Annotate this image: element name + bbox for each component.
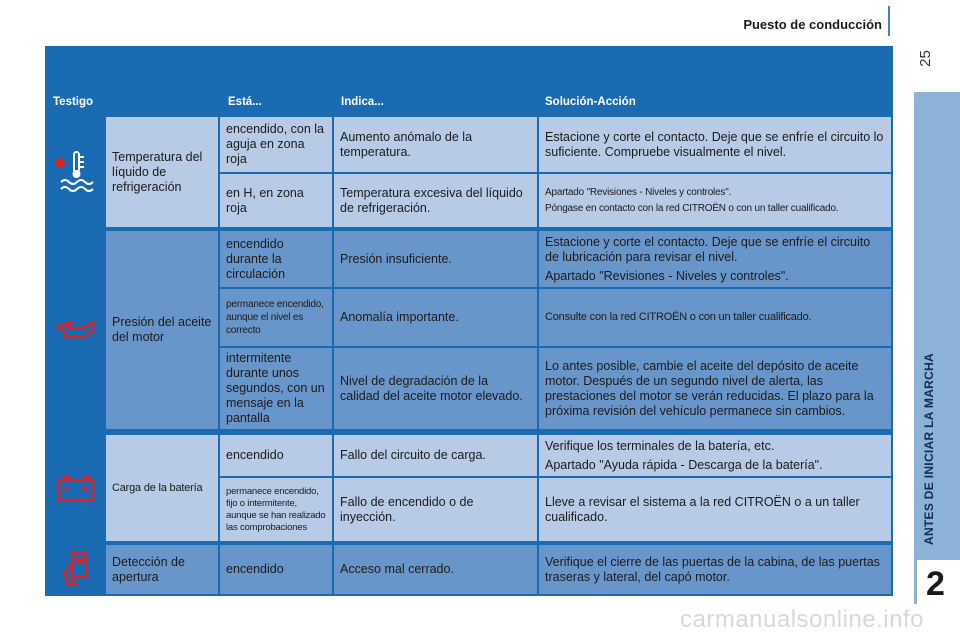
solucion-cell: [539, 435, 891, 476]
oil-pressure-icon: [47, 231, 104, 429]
indica-cell: Fallo del circuito de carga.: [334, 435, 537, 476]
chapter-number: 2: [926, 565, 945, 603]
solucion-line: Verifique los terminales de la batería, etc.: [545, 438, 775, 453]
solucion-line: Póngase en contacto con la red CITROËN o con un taller cualificado.: [545, 203, 839, 214]
watermark: carmanualsonline.info: [680, 606, 924, 633]
column-header-indica: Indica...: [341, 96, 384, 108]
page-header-title: Puesto de conducción: [743, 17, 882, 32]
column-header-esta: Está...: [228, 96, 262, 108]
page-number: 25: [916, 50, 934, 67]
door-open-icon: [47, 545, 104, 594]
column-header-testigo: Testigo: [53, 96, 94, 108]
indica-cell: Aumento anómalo de la temperatura.: [334, 117, 537, 172]
esta-cell: encendido: [220, 545, 332, 594]
indica-cell: Presión insuficiente.: [334, 231, 537, 287]
testigo-name-temperatura: Temperatura del líquido de refrigeración: [106, 117, 218, 227]
esta-cell: intermitente durante unos segundos, con un mensaje en la pantalla: [220, 348, 332, 429]
chapter-side-tab: [914, 92, 960, 604]
esta-cell: encendido: [220, 435, 332, 476]
solucion-line: Estacione y corte el contacto. Deje que se enfríe el circuito de lubricación para revisar el nivel.: [545, 234, 871, 264]
solucion-cell: Lleve a revisar el sistema a la red CITROËN o a un taller cualificado.: [539, 478, 891, 541]
solucion-cell: Lo antes posible, cambie el aceite del depósito de aceite motor. Después de un segundo nivel de alerta, las prestaciones del motor se verán reducidas. El plazo para la próxima revisión del vehículo permanece sin cambios.: [539, 348, 891, 429]
indica-cell: Nivel de degradación de la calidad del aceite motor elevado.: [334, 348, 537, 429]
testigo-name-presion-aceite: Presión del aceite del motor: [106, 231, 218, 429]
solucion-line: Apartado "Revisiones - Niveles y controles".: [545, 187, 732, 198]
indica-cell: Acceso mal cerrado.: [334, 545, 537, 594]
indica-cell: Temperatura excesiva del líquido de refrigeración.: [334, 174, 537, 227]
solucion-cell: [539, 174, 891, 227]
esta-cell: permanece encendido, aunque el nivel es correcto: [220, 289, 332, 346]
solucion-line: Apartado "Ayuda rápida - Descarga de la batería".: [545, 457, 823, 472]
indica-cell: Anomalía importante.: [334, 289, 537, 346]
column-header-solucion: Solución-Acción: [545, 96, 636, 108]
indica-cell: Fallo de encendido o de inyección.: [334, 478, 537, 541]
esta-cell: permanece encendido, fijo o intermitente, aunque se han realizado las comprobaciones: [220, 478, 332, 541]
esta-cell: en H, en zona roja: [220, 174, 332, 227]
solucion-cell: Verifique el cierre de las puertas de la cabina, de las puertas traseras y lateral, del capó motor.: [539, 545, 891, 594]
solucion-cell: Estacione y corte el contacto. Deje que se enfríe el circuito lo suficiente. Compruebe visualmente el nivel.: [539, 117, 891, 172]
solucion-line: Apartado "Revisiones - Niveles y controles".: [545, 268, 789, 283]
testigo-name-bateria: Carga de la batería: [106, 435, 218, 541]
coolant-temperature-icon: [47, 117, 104, 227]
esta-cell: encendido durante la circulación: [220, 231, 332, 287]
solucion-cell: Consulte con la red CITROËN o con un taller cualificado.: [539, 289, 891, 346]
testigo-name-apertura: Detección de apertura: [106, 545, 218, 594]
header-divider: [888, 6, 890, 36]
battery-icon: [47, 435, 104, 541]
esta-cell: encendido, con la aguja en zona roja: [220, 117, 332, 172]
solucion-cell: [539, 231, 891, 287]
